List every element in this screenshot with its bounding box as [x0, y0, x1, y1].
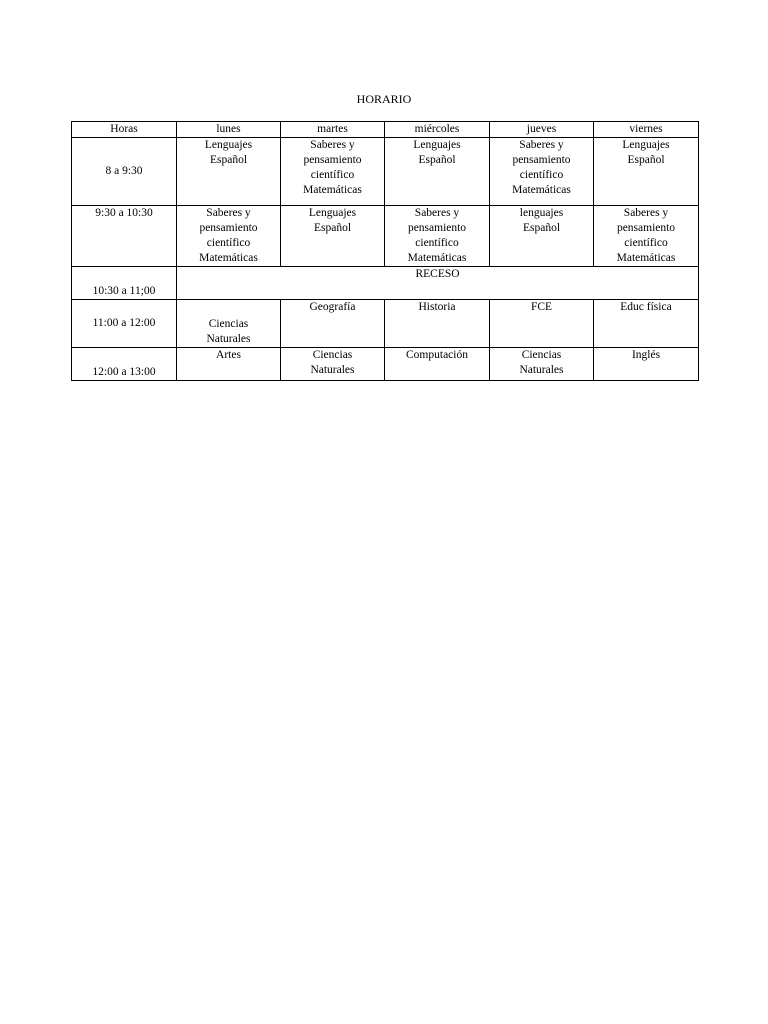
- class-line: pensamiento: [199, 222, 258, 234]
- class-line: Saberes y: [414, 207, 460, 219]
- class-line: Lenguajes: [413, 139, 461, 151]
- class-line: Español: [418, 154, 456, 166]
- class-cell: [281, 206, 385, 267]
- class-cell: [385, 348, 490, 381]
- header-horas: Horas: [72, 122, 177, 138]
- class-line: Historia: [418, 301, 456, 313]
- class-line: Lenguajes: [622, 139, 670, 151]
- class-cell: [281, 300, 385, 348]
- time-cell: 9:30 a 10:30: [72, 206, 177, 267]
- class-cell: [177, 206, 281, 267]
- table-row: [72, 267, 699, 300]
- class-line: Saberes y: [623, 207, 669, 219]
- class-line: Saberes y: [310, 139, 355, 151]
- class-line: Educ física: [620, 301, 672, 313]
- class-line: pensamiento: [512, 154, 571, 166]
- class-line: Ciencias: [208, 318, 249, 330]
- class-line: Español: [627, 154, 665, 166]
- table-row: [72, 138, 699, 206]
- class-line: Lenguajes: [204, 139, 253, 151]
- class-cell: [594, 348, 699, 381]
- class-cell: [490, 206, 594, 267]
- schedule-table: [71, 121, 699, 381]
- class-line: Lenguajes: [308, 207, 357, 219]
- class-line: Español: [209, 154, 248, 166]
- class-cell: [385, 206, 490, 267]
- class-line: Artes: [216, 349, 241, 361]
- class-line: Naturales: [519, 364, 564, 376]
- class-line: científico: [310, 169, 355, 181]
- class-line: Saberes y: [519, 139, 564, 151]
- class-line: pensamiento: [407, 222, 467, 234]
- class-line: FCE: [530, 301, 553, 313]
- class-line: lenguajes: [519, 207, 564, 219]
- page-title: HORARIO: [356, 92, 412, 106]
- time-cell: 12:00 a 13:00: [72, 348, 177, 381]
- time-cell: 10:30 a 11;00: [72, 267, 177, 300]
- time-cell: 11:00 a 12:00: [72, 300, 177, 348]
- class-line: científico: [519, 169, 564, 181]
- class-cell: [594, 138, 699, 206]
- header-miercoles: miércoles: [385, 122, 490, 138]
- class-line: Matemáticas: [616, 252, 676, 264]
- class-line: Computación: [406, 349, 468, 361]
- class-cell: [385, 300, 490, 348]
- header-row: [72, 122, 699, 138]
- class-line: Geografía: [309, 301, 356, 313]
- table-row: [72, 348, 699, 381]
- table-row: [72, 206, 699, 267]
- class-line: pensamiento: [616, 222, 676, 234]
- class-cell: [177, 138, 281, 206]
- time-cell: 8 a 9:30: [72, 138, 177, 206]
- class-cell: [177, 300, 281, 348]
- class-cell: [490, 348, 594, 381]
- class-line: Ciencias: [521, 349, 562, 361]
- class-line: Español: [313, 222, 352, 234]
- class-line: Español: [522, 222, 561, 234]
- header-viernes: viernes: [594, 122, 699, 138]
- class-cell: [594, 300, 699, 348]
- class-line: Inglés: [631, 349, 661, 361]
- class-cell: [281, 138, 385, 206]
- class-line: pensamiento: [303, 154, 362, 166]
- class-cell: [177, 348, 281, 381]
- table-row: [72, 300, 699, 348]
- class-line: Naturales: [206, 333, 251, 345]
- header-jueves: jueves: [490, 122, 594, 138]
- header-lunes: lunes: [177, 122, 281, 138]
- class-line: Saberes y: [206, 207, 251, 219]
- class-line: científico: [624, 237, 668, 249]
- class-cell: [490, 300, 594, 348]
- class-cell: [281, 348, 385, 381]
- header-martes: martes: [281, 122, 385, 138]
- class-line: Matemáticas: [407, 252, 467, 264]
- class-line: científico: [206, 237, 251, 249]
- class-cell: [385, 138, 490, 206]
- class-line: Matemáticas: [199, 252, 258, 264]
- class-line: Matemáticas: [512, 184, 571, 196]
- class-line: Matemáticas: [303, 184, 362, 196]
- class-line: científico: [415, 237, 459, 249]
- recess-cell: RECESO: [177, 267, 699, 300]
- class-line: Naturales: [310, 364, 355, 376]
- class-line: Ciencias: [312, 349, 353, 361]
- class-cell: [490, 138, 594, 206]
- class-cell: [594, 206, 699, 267]
